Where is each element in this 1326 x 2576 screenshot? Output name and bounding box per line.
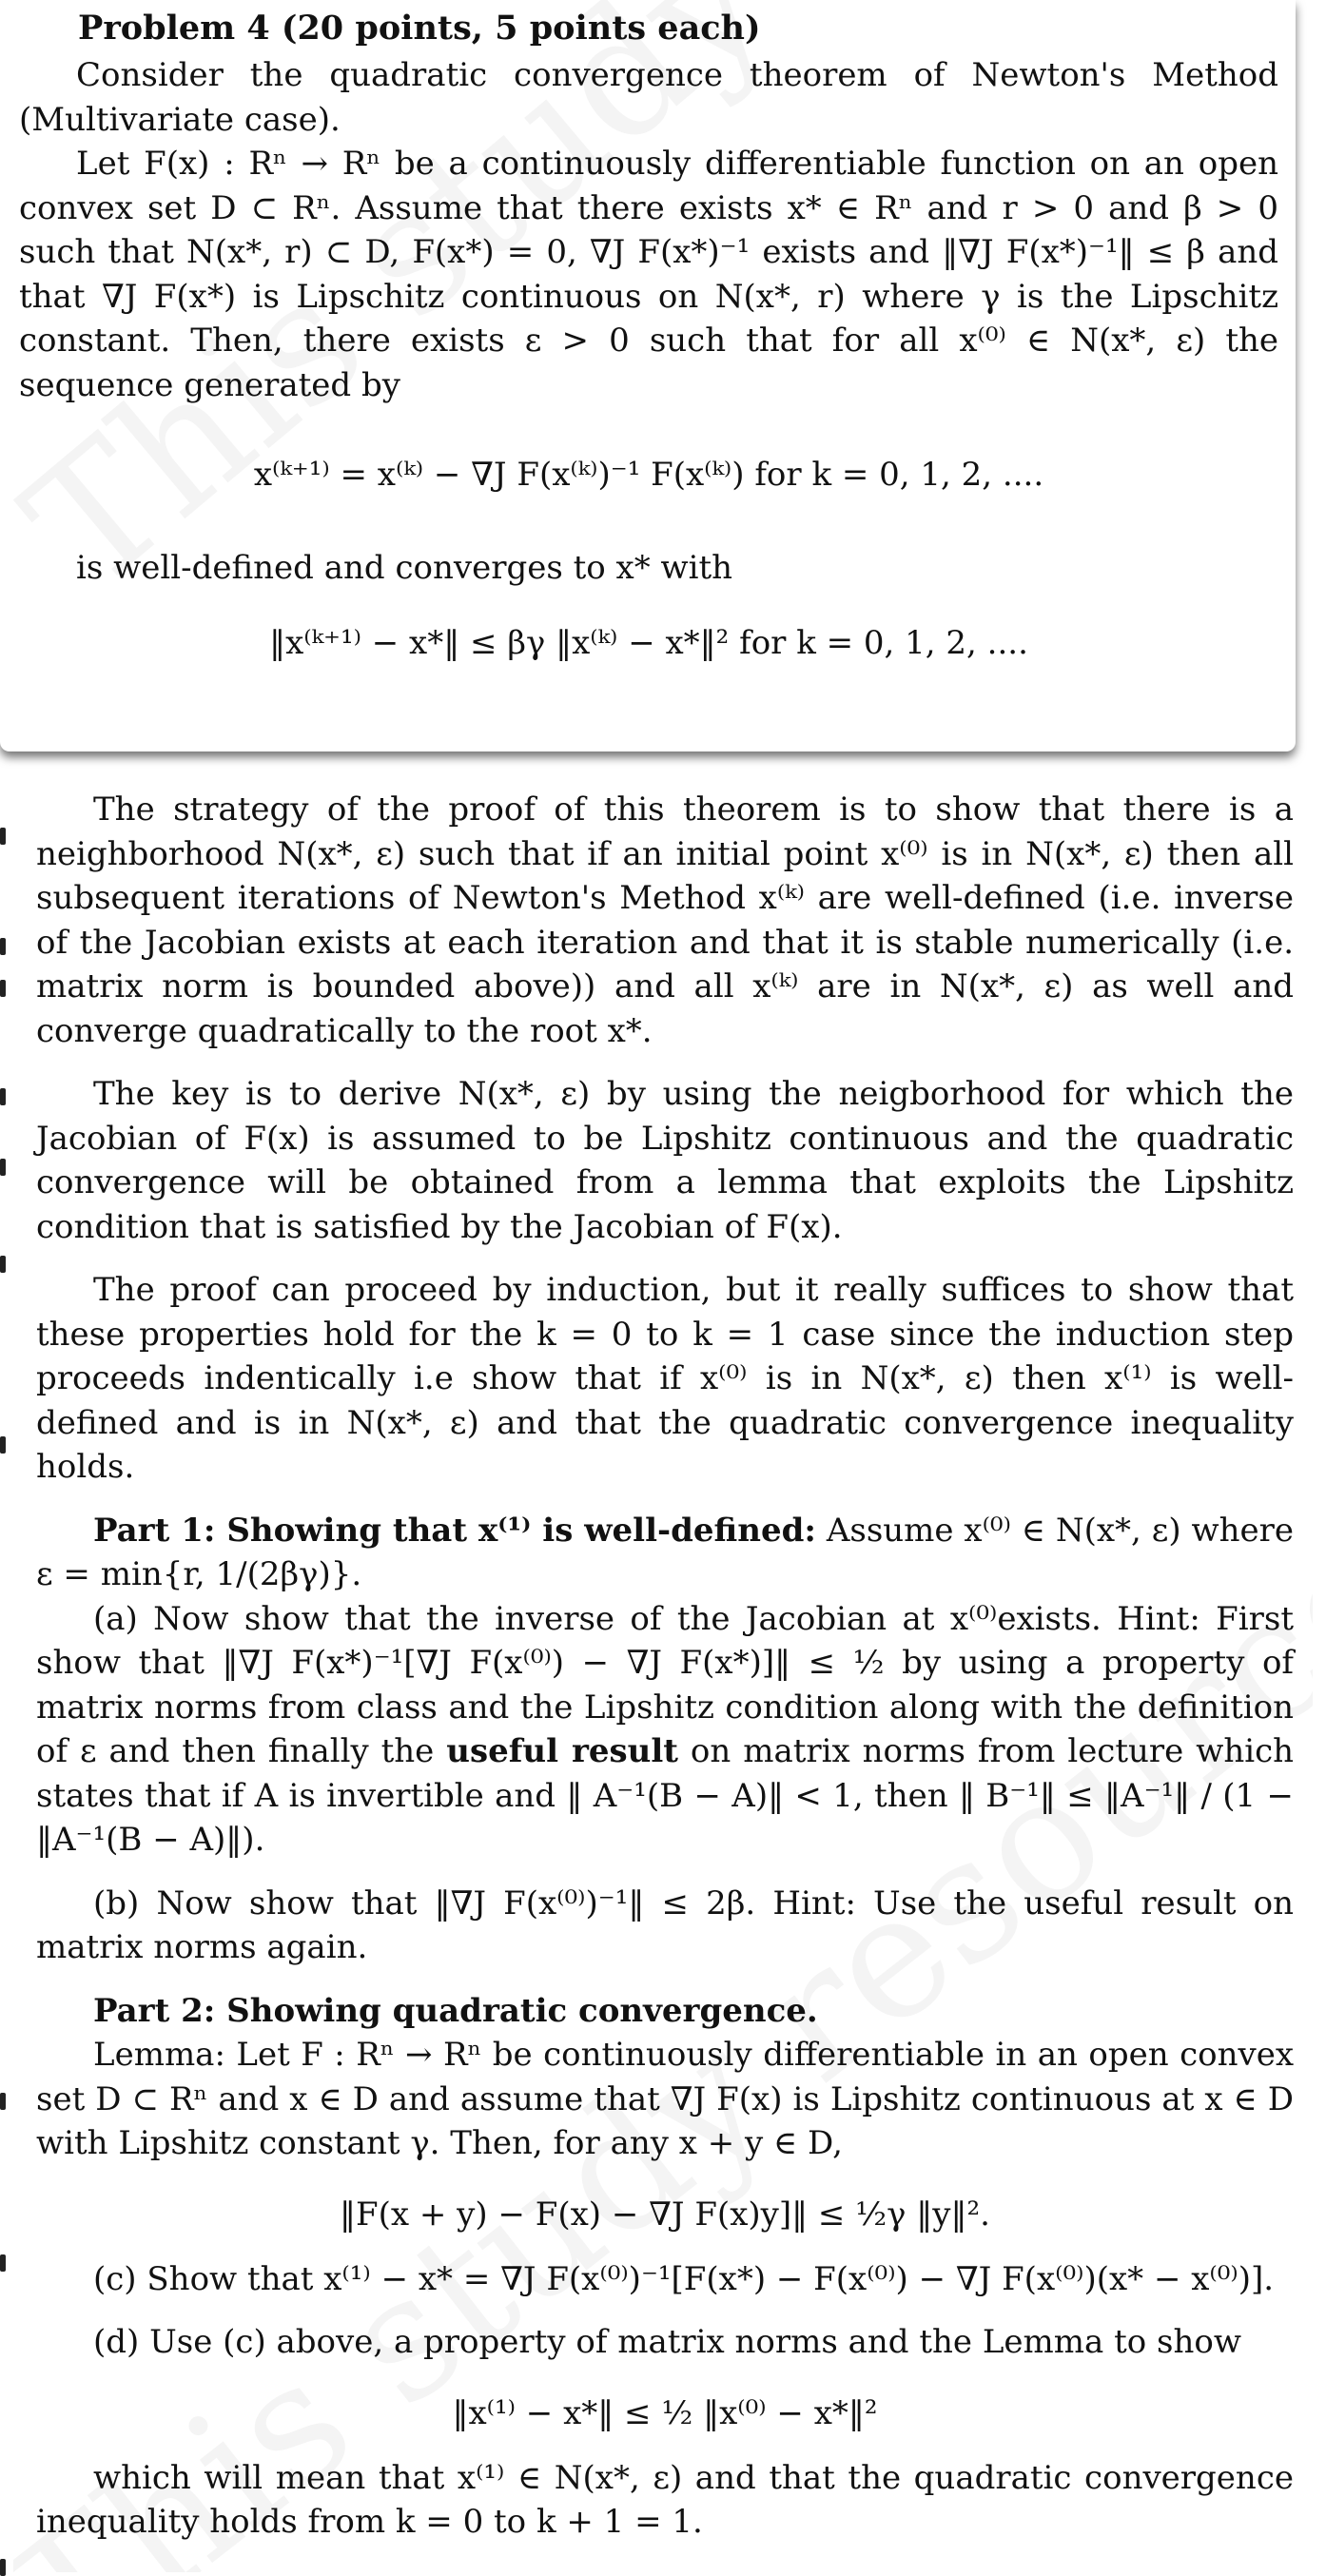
part-d-inequality: ‖x⁽¹⁾ − x*‖ ≤ ½ ‖x⁽⁰⁾ − x*‖² <box>452 2393 878 2432</box>
left-page-edge <box>0 771 13 2572</box>
convergence-inequality: ‖x⁽ᵏ⁺¹⁾ − x*‖ ≤ βγ ‖x⁽ᵏ⁾ − x*‖² for k = 0, 1, 2, .... <box>269 623 1028 662</box>
part-a-tail: on matrix norms from lecture which states that if A is invertible and ‖ A⁻¹(B − A)‖ < 1, then ‖ B⁻¹‖ ≤ ‖A⁻¹‖ / (1 − ‖A⁻¹(B − A)‖). <box>36 1732 1295 1859</box>
closing-paragraph: which will mean that x⁽¹⁾ ∈ N(x*, ε) and that the quadratic convergence inequality holds from k = 0 to k + 1 = 1. <box>36 2458 1294 2541</box>
useful-result-label: useful result <box>446 1732 678 1770</box>
part-d-paragraph: (d) Use (c) above, a property of matrix norms and the Lemma to show <box>93 2323 1241 2361</box>
key-paragraph: The key is to derive N(x*, ε) by using the neigborhood for which the Jacobian of F(x) is assumed to be Lipshitz continuous and the quadratic convergence will be obtained from a lemma that exploits the Lipshitz condition that is satisfied by the Jacobian of F(x). <box>36 1075 1294 1246</box>
part1-assumption: Assume x⁽⁰⁾ ∈ N(x*, ε) where ε = min{r, 1/(2βγ)}. <box>36 1511 1294 1593</box>
theorem-card <box>0 0 1296 751</box>
part2-heading-line <box>36 1989 1294 2034</box>
part-b-paragraph: (b) Now show that ‖∇J F(x⁽⁰⁾)⁻¹‖ ≤ 2β. Hint: Use the useful result on matrix norms again. <box>36 1883 1294 1966</box>
lemma-inequality: ‖F(x + y) − F(x) − ∇J F(x)y]‖ ≤ ½γ ‖y‖². <box>340 2195 990 2234</box>
newton-iteration-formula: x⁽ᵏ⁺¹⁾ = x⁽ᵏ⁾ − ∇J F(x⁽ᵏ⁾)⁻¹ F(x⁽ᵏ⁾) for k = 0, 1, 2, .... <box>253 456 1044 494</box>
part-c-paragraph: (c) Show that x⁽¹⁾ − x* = ∇J F(x⁽⁰⁾)⁻¹[F(x*) − F(x⁽⁰⁾) − ∇J F(x⁽⁰⁾)(x* − x⁽⁰⁾)]. <box>93 2259 1275 2298</box>
theorem-statement: Let F(x) : Rⁿ → Rⁿ be a continuously differentiable function on an open convex set D ⊂ Rⁿ. Assume that there exists x* ∈ Rⁿ and r > 0 and β > 0 such that N(x*, r) ⊂ D, F(x*) = 0, ∇J F(x*)⁻¹ exists and ‖∇J F(x*)⁻¹‖ ≤ β and that ∇J F(x*) is Lipschitz continuous on N(x*, r) where γ is the Lipschitz constant. Then, there exists ε > 0 such that for all x⁽⁰⁾ ∈ N(x*, ε) the sequence generated by <box>19 145 1278 404</box>
part1-heading: Part 1: Showing that x⁽¹⁾ is well-defined: <box>93 1511 816 1550</box>
strategy-paragraph: The strategy of the proof of this theorem is to show that there is a neighborhood N(x*, ε) such that if an initial point x⁽⁰⁾ is in N(x*, ε) then all subsequent iterations of Newton's Method x⁽ᵏ⁾ are well-defined (i.e. inverse of the Jacobian exists at each iteration and that it is stable numerically (i.e. matrix norm is bounded above)) and all x⁽ᵏ⁾ are in N(x*, ε) as well and converge quadratically to the root x*. <box>36 790 1294 1050</box>
part-a-paragraph <box>36 1597 1294 1863</box>
convergence-statement: is well-defined and converges to x* with <box>76 549 733 587</box>
part-a-text: (a) Now show that the inverse of the Jacobian at x⁽⁰⁾exists. Hint: First show that ‖∇J F(x*)⁻¹[∇J F(x⁽⁰⁾) − ∇J F(x*)]‖ ≤ ½ by using a property of matrix norms from class and the Lipshitz condition along with the definition of ε and then finally the <box>36 1599 1294 1770</box>
part1-paragraph <box>36 1509 1294 1597</box>
proof-outline <box>13 788 1313 2572</box>
part2-heading: Part 2: Showing quadratic convergence. <box>93 1991 818 2030</box>
induction-paragraph: The proof can proceed by induction, but it really suffices to show that these properties hold for the k = 0 to k = 1 case since the induction step proceeds indentically i.e show that if x⁽⁰⁾ is in N(x*, ε) then x⁽¹⁾ is well-defined and is in N(x*, ε) and that the quadratic convergence inequality holds. <box>36 1271 1294 1486</box>
problem-title: Problem 4 (20 points, 5 points each) <box>78 9 761 48</box>
lemma-paragraph: Lemma: Let F : Rⁿ → Rⁿ be continuously differentiable in an open convex set D ⊂ Rⁿ and x ∈ D and assume that ∇J F(x) is Lipshitz continuous at x ∈ D with Lipshitz constant γ. Then, for any x + y ∈ D, <box>36 2036 1294 2162</box>
problem-intro: Consider the quadratic convergence theorem of Newton's Method (Multivariate case). <box>19 56 1278 139</box>
